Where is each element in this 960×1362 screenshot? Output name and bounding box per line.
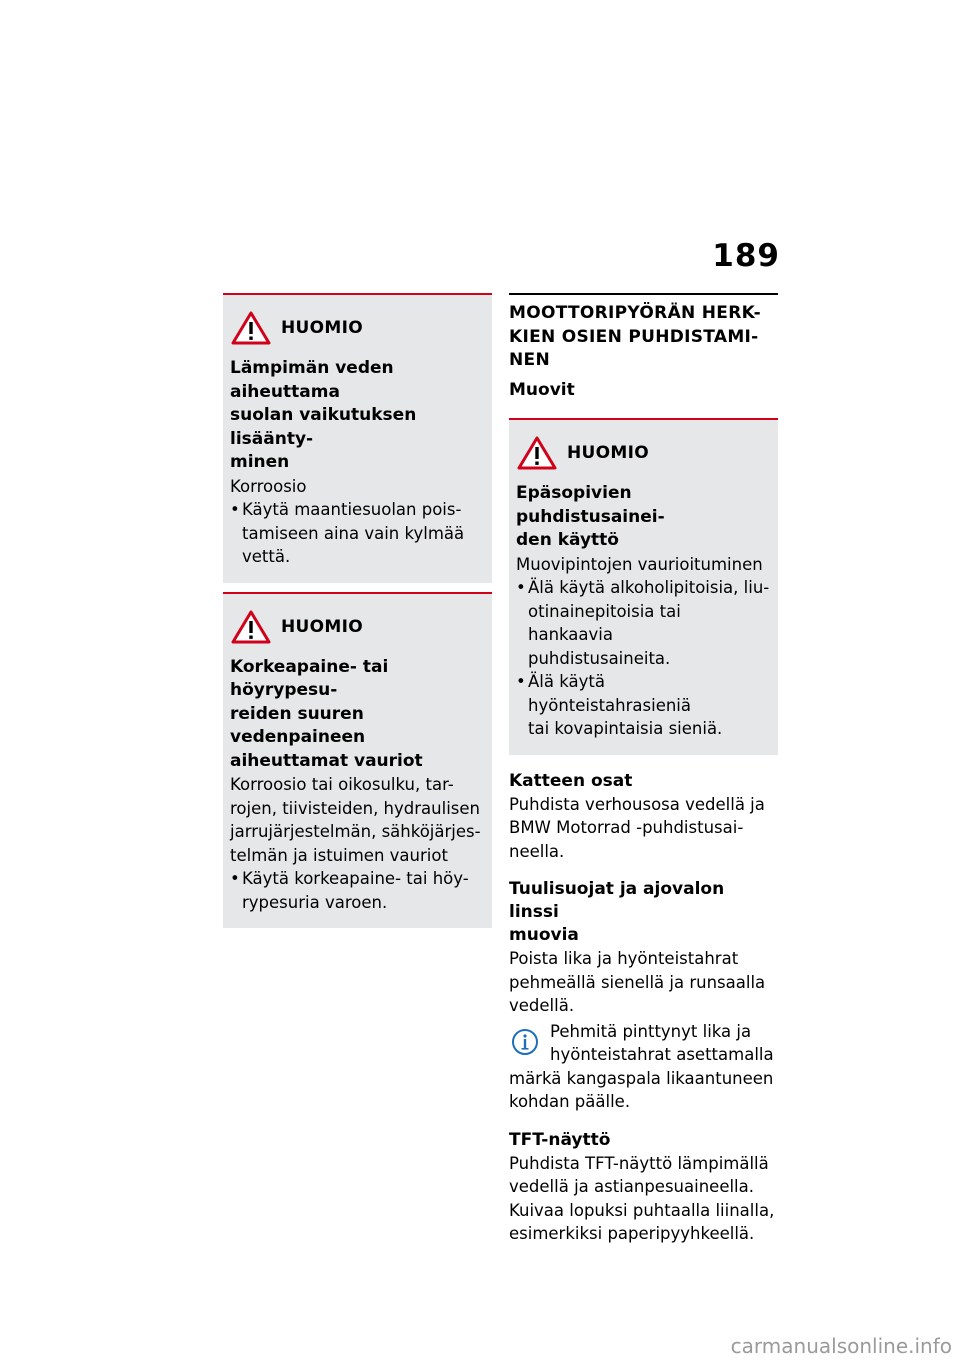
heading-line: Epäsopivien puhdistusainei- (516, 483, 665, 527)
bullet-list (516, 576, 771, 741)
warning-triangle-icon (231, 311, 271, 345)
info-icon (511, 1024, 539, 1058)
notice-label: HUOMIO (567, 443, 649, 463)
section-title (509, 293, 778, 373)
block-heading (509, 878, 778, 947)
notice-header (230, 608, 485, 646)
notice-label: HUOMIO (281, 318, 363, 338)
subject-line: rojen, tiivisteiden, hydraulisen (230, 798, 480, 818)
text-line: Kuivaa lopuksi puhtaalla liinalla, (509, 1200, 775, 1220)
bullet-item (230, 867, 485, 914)
bullet-line: otinainepitoisia tai hankaavia (528, 601, 681, 644)
text-line: Poista lika ja hyönteistahrat (509, 949, 739, 968)
bullet-list (230, 498, 485, 569)
text-line: Puhdista verhousosa vedellä ja (509, 794, 765, 814)
section-subtitle: Muovit (509, 379, 575, 400)
bullet-line: rypesuria varoen. (242, 892, 388, 912)
title-line: MOOTTORIPYÖRÄN HERK- (509, 303, 761, 323)
warning-triangle-icon (517, 436, 557, 470)
bullet-list (230, 867, 485, 914)
heading-line: suolan vaikutuksen lisäänty- (230, 405, 417, 449)
text-line: vedellä ja astianpesuaineella. (509, 1177, 754, 1196)
notice-subject (230, 773, 485, 867)
notice-box (223, 293, 492, 583)
notice-box (223, 592, 492, 929)
notice-subject: Korroosio (230, 476, 307, 496)
bullet-line: • Käytä korkeapaine- tai höy- (242, 869, 469, 888)
text-line: vedellä. (509, 996, 575, 1015)
heading-line: aiheuttamat vauriot (230, 750, 423, 771)
subject-line: jarrujärjestelmän, sähköjärjes- (230, 822, 481, 841)
info-line: märkä kangaspala likaantuneen (509, 1068, 774, 1088)
subject-line: telmän ja istuimen vauriot (230, 845, 448, 865)
bullet-line: • Älä käytä hyönteistahrasieniä (528, 672, 691, 715)
bullet-line: • Käytä maantiesuolan pois- (242, 500, 462, 519)
block-text (509, 947, 778, 1018)
block-text (509, 793, 778, 864)
heading-line: Korkeapaine- tai höyrypesu- (230, 656, 389, 700)
notice-subject: Muovipintojen vaurioituminen (516, 554, 763, 574)
bullet-line: puhdistusaineita. (528, 648, 671, 668)
notice-header (516, 434, 771, 472)
heading-line: reiden suuren vedenpaineen (230, 703, 366, 747)
notice-heading (230, 357, 485, 475)
notice-heading (230, 656, 485, 774)
bullet-line: • Älä käytä alkoholipitoisia, liu- (528, 578, 770, 597)
text-line: esimerkiksi paperipyyhkeellä. (509, 1224, 755, 1243)
heading-line: minen (230, 452, 290, 472)
left-column (223, 293, 492, 928)
bullet-line: tamiseen aina vain kylmää (242, 523, 465, 543)
subject-line: Korroosio tai oikosulku, tar- (230, 775, 454, 794)
info-line: kohdan päälle. (509, 1092, 631, 1111)
notice-label: HUOMIO (281, 616, 363, 637)
bullet-item (516, 576, 771, 670)
heading-line: Tuulisuojat ja ajovalon linssi (509, 879, 725, 922)
right-column (509, 293, 778, 1246)
page-number: 189 (712, 238, 780, 274)
bullet-line: vettä. (242, 547, 291, 566)
heading-line: muovia (509, 925, 579, 945)
bullet-line: tai kovapintaisia sieniä. (528, 719, 723, 738)
warning-triangle-icon (231, 610, 271, 644)
watermark: carmanualsonline.info (730, 1334, 952, 1358)
text-line: Puhdista TFT-näyttö lämpimällä (509, 1153, 769, 1173)
bullet-item (516, 670, 771, 741)
info-note (509, 1020, 778, 1114)
title-line: NEN (509, 350, 550, 370)
block-heading: Katteen osat (509, 770, 633, 791)
block-text (509, 1152, 778, 1246)
text-line: pehmeällä sienellä ja runsaalla (509, 972, 766, 992)
notice-header (230, 309, 485, 347)
block-heading: TFT-näyttö (509, 1129, 611, 1150)
notice-box (509, 418, 778, 755)
text-line: neella. (509, 841, 565, 861)
bullet-item (230, 498, 485, 569)
info-line: hyönteistahrat asettamalla (550, 1045, 774, 1064)
notice-heading (516, 482, 771, 553)
title-line: KIEN OSIEN PUHDISTAMI- (509, 326, 759, 347)
heading-line: Lämpimän veden aiheuttama (230, 358, 394, 402)
info-line: Pehmitä pinttynyt lika ja (550, 1021, 752, 1041)
heading-line: den käyttö (516, 530, 619, 550)
text-line: BMW Motorrad -puhdistusai- (509, 818, 744, 837)
